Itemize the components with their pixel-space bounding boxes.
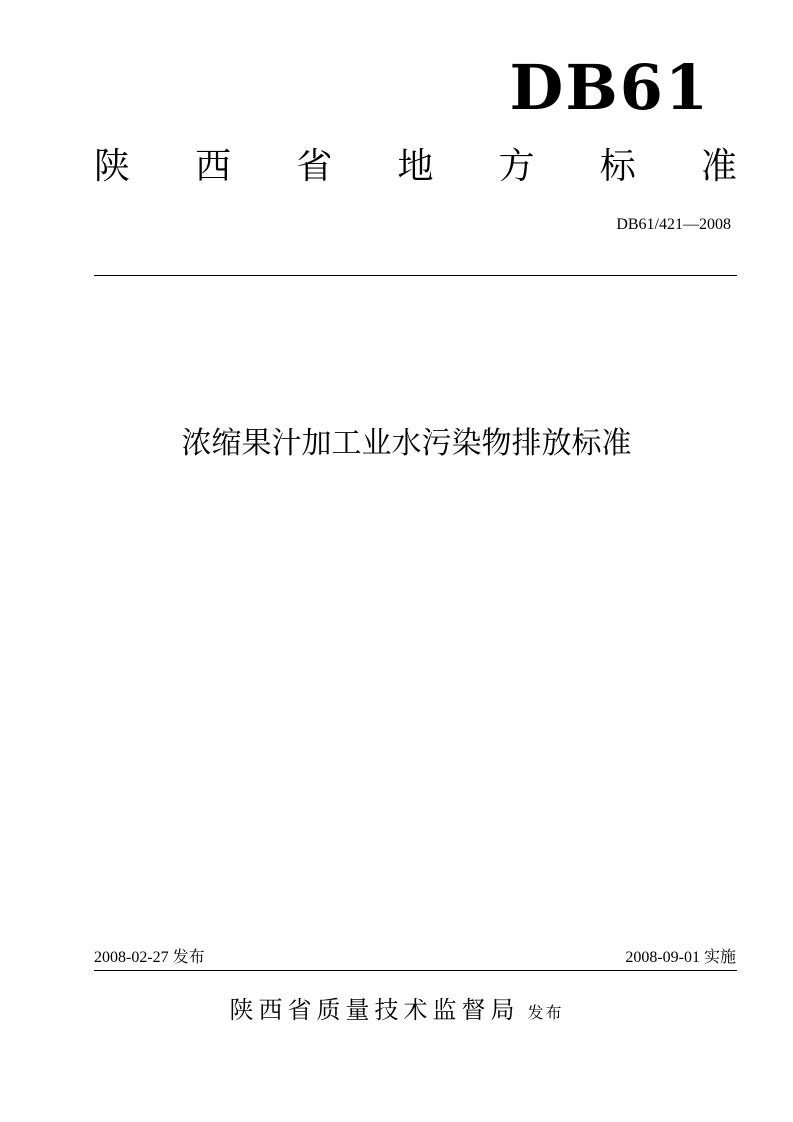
issuer-suffix: 发布: [527, 1003, 564, 1022]
standard-type-char: 陕: [94, 146, 131, 187]
standard-type-char: 方: [498, 146, 535, 187]
issuer-name: 陕西省质量技术监督局: [229, 996, 520, 1024]
standard-type-char: 西: [195, 146, 232, 187]
issuer-line: [0, 992, 793, 1031]
standard-type-char: 地: [397, 146, 434, 187]
standard-type: [94, 142, 737, 192]
header-divider: [94, 275, 737, 276]
implementation-date: 2008-09-01 实施: [625, 949, 736, 966]
issue-date: 2008-02-27 发布: [94, 949, 205, 966]
standard-type-char: 标: [599, 146, 636, 187]
standard-type-char: 省: [296, 146, 333, 187]
footer-divider: [94, 970, 737, 971]
standard-code: DB61: [509, 51, 710, 124]
standard-number: DB61/421—2008: [616, 216, 731, 233]
standard-type-char: 准: [700, 146, 737, 187]
document-title: 浓缩果汁加工业水污染物排放标准: [181, 426, 632, 461]
